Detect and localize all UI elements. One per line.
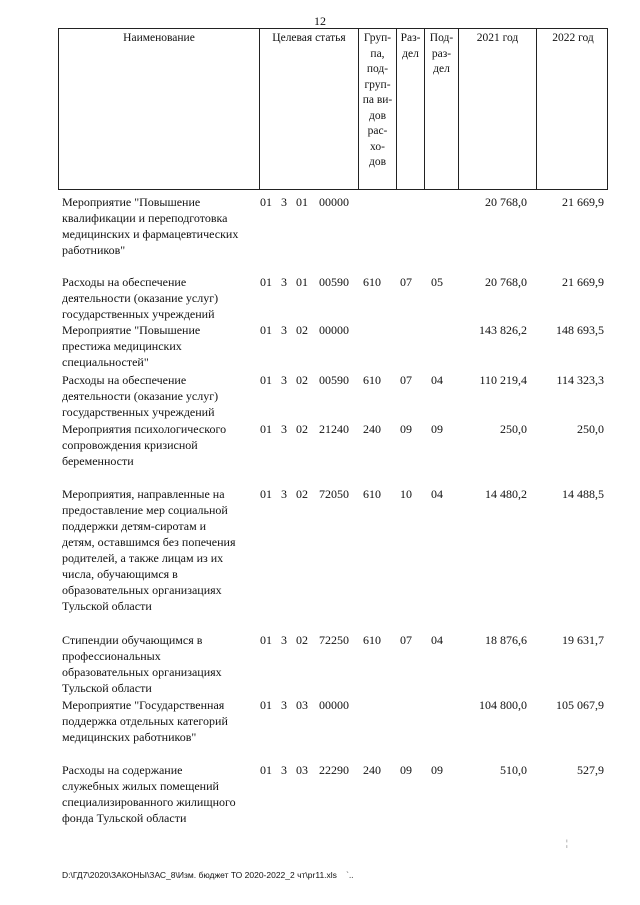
target-code-direction: 00590 bbox=[319, 373, 349, 387]
row-name: Стипендии обучающимся в профессиональных образовательных организациях Тульской области bbox=[62, 633, 222, 695]
target-code-activity: 03 bbox=[296, 763, 308, 777]
target-code-direction: 21240 bbox=[319, 422, 349, 436]
row-name: Мероприятие "Повышение престижа медицинских специальностей" bbox=[62, 323, 201, 369]
target-code-program: 01 bbox=[260, 275, 272, 289]
target-code-direction: 22290 bbox=[319, 763, 349, 777]
section: 07 bbox=[400, 633, 412, 647]
amount-2022: 14 488,5 bbox=[562, 487, 604, 501]
expense-group: 610 bbox=[363, 487, 381, 501]
subsection: 05 bbox=[431, 275, 443, 289]
amount-2022: 148 693,5 bbox=[556, 323, 604, 337]
subsection: 09 bbox=[431, 422, 443, 436]
target-code-activity: 02 bbox=[296, 633, 308, 647]
header-year-2022: 2022 год bbox=[536, 29, 609, 189]
row-name: Расходы на обеспечение деятельности (оказание услуг) государственных учреждений bbox=[62, 275, 219, 321]
target-code-subprogram: 3 bbox=[281, 633, 287, 647]
scan-artifact-mark: ¦ bbox=[566, 838, 568, 848]
target-code-subprogram: 3 bbox=[281, 275, 287, 289]
row-name: Расходы на обеспечение деятельности (оказание услуг) государственных учреждений bbox=[62, 373, 219, 419]
target-code-subprogram: 3 bbox=[281, 698, 287, 712]
header-expense-group: Груп- па, под- груп- па ви- дов рас- хо- дов bbox=[358, 29, 396, 189]
target-code-direction: 00000 bbox=[319, 195, 349, 209]
subsection: 04 bbox=[431, 633, 443, 647]
target-code-direction: 00590 bbox=[319, 275, 349, 289]
amount-2021: 20 768,0 bbox=[485, 195, 527, 209]
target-code-program: 01 bbox=[260, 422, 272, 436]
amount-2021: 143 826,2 bbox=[479, 323, 527, 337]
subsection: 09 bbox=[431, 763, 443, 777]
target-code-subprogram: 3 bbox=[281, 195, 287, 209]
expense-group: 610 bbox=[363, 633, 381, 647]
header-target-article: Целевая статья bbox=[259, 29, 358, 189]
target-code-subprogram: 3 bbox=[281, 422, 287, 436]
target-code-program: 01 bbox=[260, 323, 272, 337]
target-code-program: 01 bbox=[260, 195, 272, 209]
amount-2021: 250,0 bbox=[500, 422, 527, 436]
header-subsection: Под- раз- дел bbox=[424, 29, 458, 189]
target-code-subprogram: 3 bbox=[281, 323, 287, 337]
target-code-program: 01 bbox=[260, 487, 272, 501]
target-code-program: 01 bbox=[260, 763, 272, 777]
amount-2021: 20 768,0 bbox=[485, 275, 527, 289]
target-code-program: 01 bbox=[260, 373, 272, 387]
amount-2021: 18 876,6 bbox=[485, 633, 527, 647]
table-header bbox=[58, 28, 608, 190]
header-section: Раз- дел bbox=[396, 29, 424, 189]
target-code-direction: 72250 bbox=[319, 633, 349, 647]
amount-2022: 105 067,9 bbox=[556, 698, 604, 712]
target-code-activity: 01 bbox=[296, 195, 308, 209]
header-year-2021: 2021 год bbox=[458, 29, 536, 189]
amount-2021: 14 480,2 bbox=[485, 487, 527, 501]
section: 07 bbox=[400, 275, 412, 289]
row-name: Мероприятие "Повышение квалификации и переподготовка медицинских и фармацевтических работников" bbox=[62, 195, 239, 257]
row-name: Мероприятие "Государственная поддержка отдельных категорий медицинских работников" bbox=[62, 698, 228, 744]
amount-2022: 21 669,9 bbox=[562, 195, 604, 209]
row-name: Мероприятия психологического сопровождения кризисной беременности bbox=[62, 422, 227, 468]
target-code-subprogram: 3 bbox=[281, 763, 287, 777]
subsection: 04 bbox=[431, 487, 443, 501]
expense-group: 610 bbox=[363, 373, 381, 387]
target-code-direction: 72050 bbox=[319, 487, 349, 501]
target-code-activity: 02 bbox=[296, 487, 308, 501]
target-code-subprogram: 3 bbox=[281, 487, 287, 501]
page-number: 12 bbox=[314, 14, 326, 28]
row-name: Мероприятия, направленные на предоставление мер социальной поддержки детям-сиротам и детям, оставшимся без попечения родителей, а также лицам из их числа, обучающимся в образовательных организациях Тульской области bbox=[62, 487, 236, 613]
row-name: Расходы на содержание служебных жилых помещений специализированного жилищного фонда Тульской области bbox=[62, 763, 236, 825]
amount-2021: 510,0 bbox=[500, 763, 527, 777]
amount-2022: 527,9 bbox=[577, 763, 604, 777]
target-code-activity: 02 bbox=[296, 373, 308, 387]
section: 09 bbox=[400, 422, 412, 436]
amount-2022: 21 669,9 bbox=[562, 275, 604, 289]
scan-artifact-mark: `.. bbox=[346, 870, 354, 880]
expense-group: 240 bbox=[363, 763, 381, 777]
expense-group: 610 bbox=[363, 275, 381, 289]
file-path-footer: D:\ГД7\2020\ЗАКОНЫ\ЗАС_8\Изм. бюджет ТО 2020-2022_2 чт\pr11.xls bbox=[62, 870, 337, 880]
section: 09 bbox=[400, 763, 412, 777]
amount-2022: 114 323,3 bbox=[556, 373, 604, 387]
target-code-direction: 00000 bbox=[319, 698, 349, 712]
amount-2022: 250,0 bbox=[577, 422, 604, 436]
amount-2022: 19 631,7 bbox=[562, 633, 604, 647]
header-name: Наименование bbox=[123, 32, 195, 44]
target-code-direction: 00000 bbox=[319, 323, 349, 337]
target-code-activity: 03 bbox=[296, 698, 308, 712]
target-code-activity: 01 bbox=[296, 275, 308, 289]
subsection: 04 bbox=[431, 373, 443, 387]
section: 07 bbox=[400, 373, 412, 387]
amount-2021: 110 219,4 bbox=[479, 373, 527, 387]
target-code-program: 01 bbox=[260, 698, 272, 712]
target-code-subprogram: 3 bbox=[281, 373, 287, 387]
expense-group: 240 bbox=[363, 422, 381, 436]
amount-2021: 104 800,0 bbox=[479, 698, 527, 712]
section: 10 bbox=[400, 487, 412, 501]
target-code-program: 01 bbox=[260, 633, 272, 647]
target-code-activity: 02 bbox=[296, 422, 308, 436]
target-code-activity: 02 bbox=[296, 323, 308, 337]
